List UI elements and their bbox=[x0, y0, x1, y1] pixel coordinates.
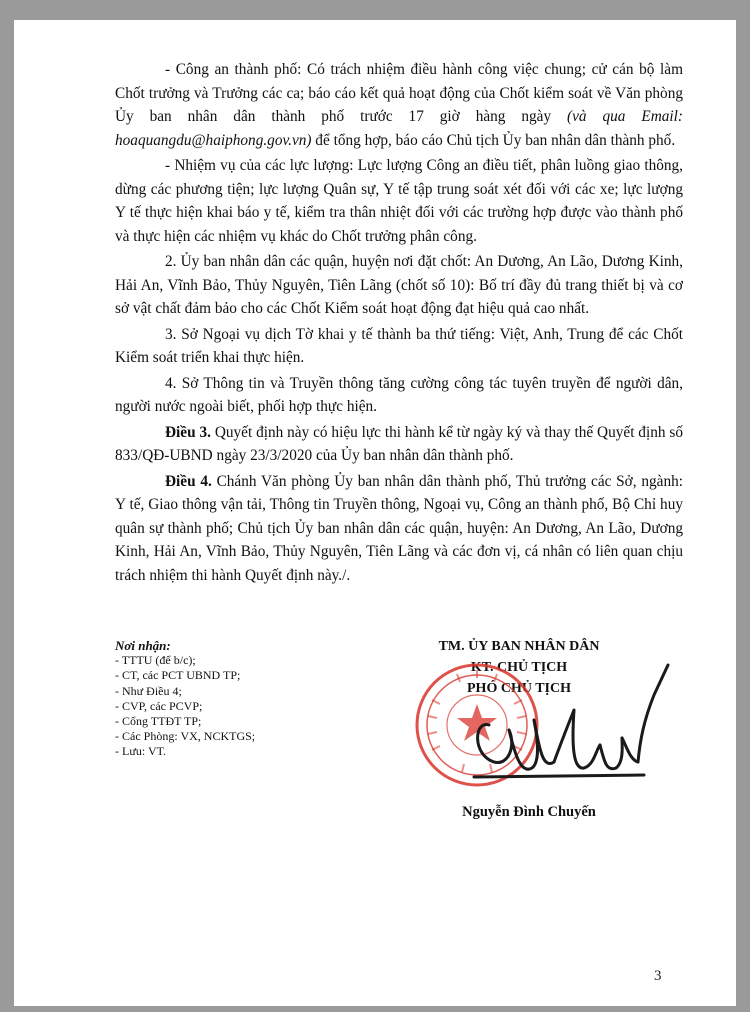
recipients-list bbox=[115, 653, 385, 759]
article-3-text: Quyết định này có hiệu lực thi hành kể từ ngày ký và thay thế Quyết định số 833/QĐ-UBND ngày 23/3/2020 của Ủy ban nhân dân thành phố. bbox=[115, 423, 683, 464]
article-4-text: Chánh Văn phòng Ủy ban nhân dân thành phố, Thủ trưởng các Sở, ngành: Y tế, Giao thông vận tải, Thông tin Truyền thông, Ngoại vụ, Công an thành phố, Bộ Chỉ huy quân sự thành phố; Chủ tịch Ủy ban nhân dân các quận, huyện: An Dương, An Lão, Dương Kinh, Hải An, Vĩnh Bảo, Thủy Nguyên, Tiên Lãng và các đơn vị, cá nhân có liên quan chịu trách nhiệm thi hành Quyết định này./. bbox=[115, 472, 683, 584]
paragraph-text: - Công an thành phố: Có trách nhiệm điều hành công việc chung; cử cán bộ làm Chốt trưởng và Trưởng các ca; báo cáo kết quả hoạt động của Chốt kiểm soát về Văn phòng Ủy ban nhân dân thành phố trước 17 giờ hàng ngày bbox=[115, 61, 683, 125]
signature-line-3: PHÓ CHỦ TỊCH bbox=[467, 681, 571, 696]
article-4-label: Điều 4. bbox=[165, 472, 212, 490]
recipient-item: - Cổng TTĐT TP; bbox=[115, 714, 202, 729]
email-note: (và qua Email: hoaquangdu@haiphong.gov.vn) bbox=[115, 108, 683, 149]
paragraph-text: để tổng hợp, báo cáo Chủ tịch Ủy ban nhân dân thành phố. bbox=[311, 131, 676, 149]
article-3-label: Điều 3. bbox=[165, 423, 211, 441]
page-number: 3 bbox=[654, 968, 662, 984]
paragraph-information: 4. Sở Thông tin và Truyền thông tăng cường công tác tuyên truyền để người dân, người nước ngoài biết, phối hợp thực hiện. bbox=[115, 374, 683, 415]
recipients-title: Nơi nhận: bbox=[115, 638, 171, 653]
article-3 bbox=[115, 421, 683, 468]
recipient-item: - CVP, các PCVP; bbox=[115, 698, 203, 713]
recipient-item: - Như Điều 4; bbox=[115, 683, 182, 698]
recipient-item: - Lưu: VT. bbox=[115, 744, 167, 759]
signer-name: Nguyễn Đình Chuyến bbox=[462, 804, 596, 820]
handwritten-signature-icon bbox=[454, 650, 684, 800]
signature-line-2: KT. CHỦ TỊCH bbox=[470, 660, 568, 675]
recipients-block bbox=[115, 638, 385, 760]
article-4 bbox=[115, 470, 683, 588]
paragraph-districts: 2. Ủy ban nhân dân các quận, huyện nơi đặt chốt: An Dương, An Lão, Dương Kinh, Hải An, Vĩnh Bảo, Thủy Nguyên, Tiên Lãng (chốt số 10): Bố trí đầy đủ trang thiết bị và cơ sở vật chất đảm bảo cho các Chốt Kiểm soát hoạt động đạt hiệu quả cao nhất. bbox=[115, 253, 683, 317]
document-page bbox=[14, 20, 736, 1006]
paragraph-foreign-affairs: 3. Sở Ngoại vụ dịch Tờ khai y tế thành ba thứ tiếng: Việt, Anh, Trung để các Chốt Kiểm soát triển khai thực hiện. bbox=[115, 325, 683, 366]
recipient-item: - Các Phòng: VX, NCKTGS; bbox=[115, 729, 256, 744]
document-body bbox=[115, 58, 683, 587]
recipient-item: - CT, các PCT UBND TP; bbox=[115, 668, 241, 683]
paragraph-police bbox=[115, 58, 683, 152]
signature-line-1: TM. ỦY BAN NHÂN DÂN bbox=[438, 639, 600, 654]
recipient-item: - TTTU (để b/c); bbox=[115, 653, 196, 668]
paragraph-forces: - Nhiệm vụ của các lực lượng: Lực lượng Công an điều tiết, phân luồng giao thông, dừng các phương tiện; lực lượng Quân sự, Y tế tập trung soát xét đối với các xe; lực lượng Y tế thực hiện khai báo y tế, kiểm tra thân nhiệt đối với các trường hợp được vào thành phố và thực hiện các nhiệm vụ khác do Chốt trưởng phân công. bbox=[115, 157, 683, 245]
